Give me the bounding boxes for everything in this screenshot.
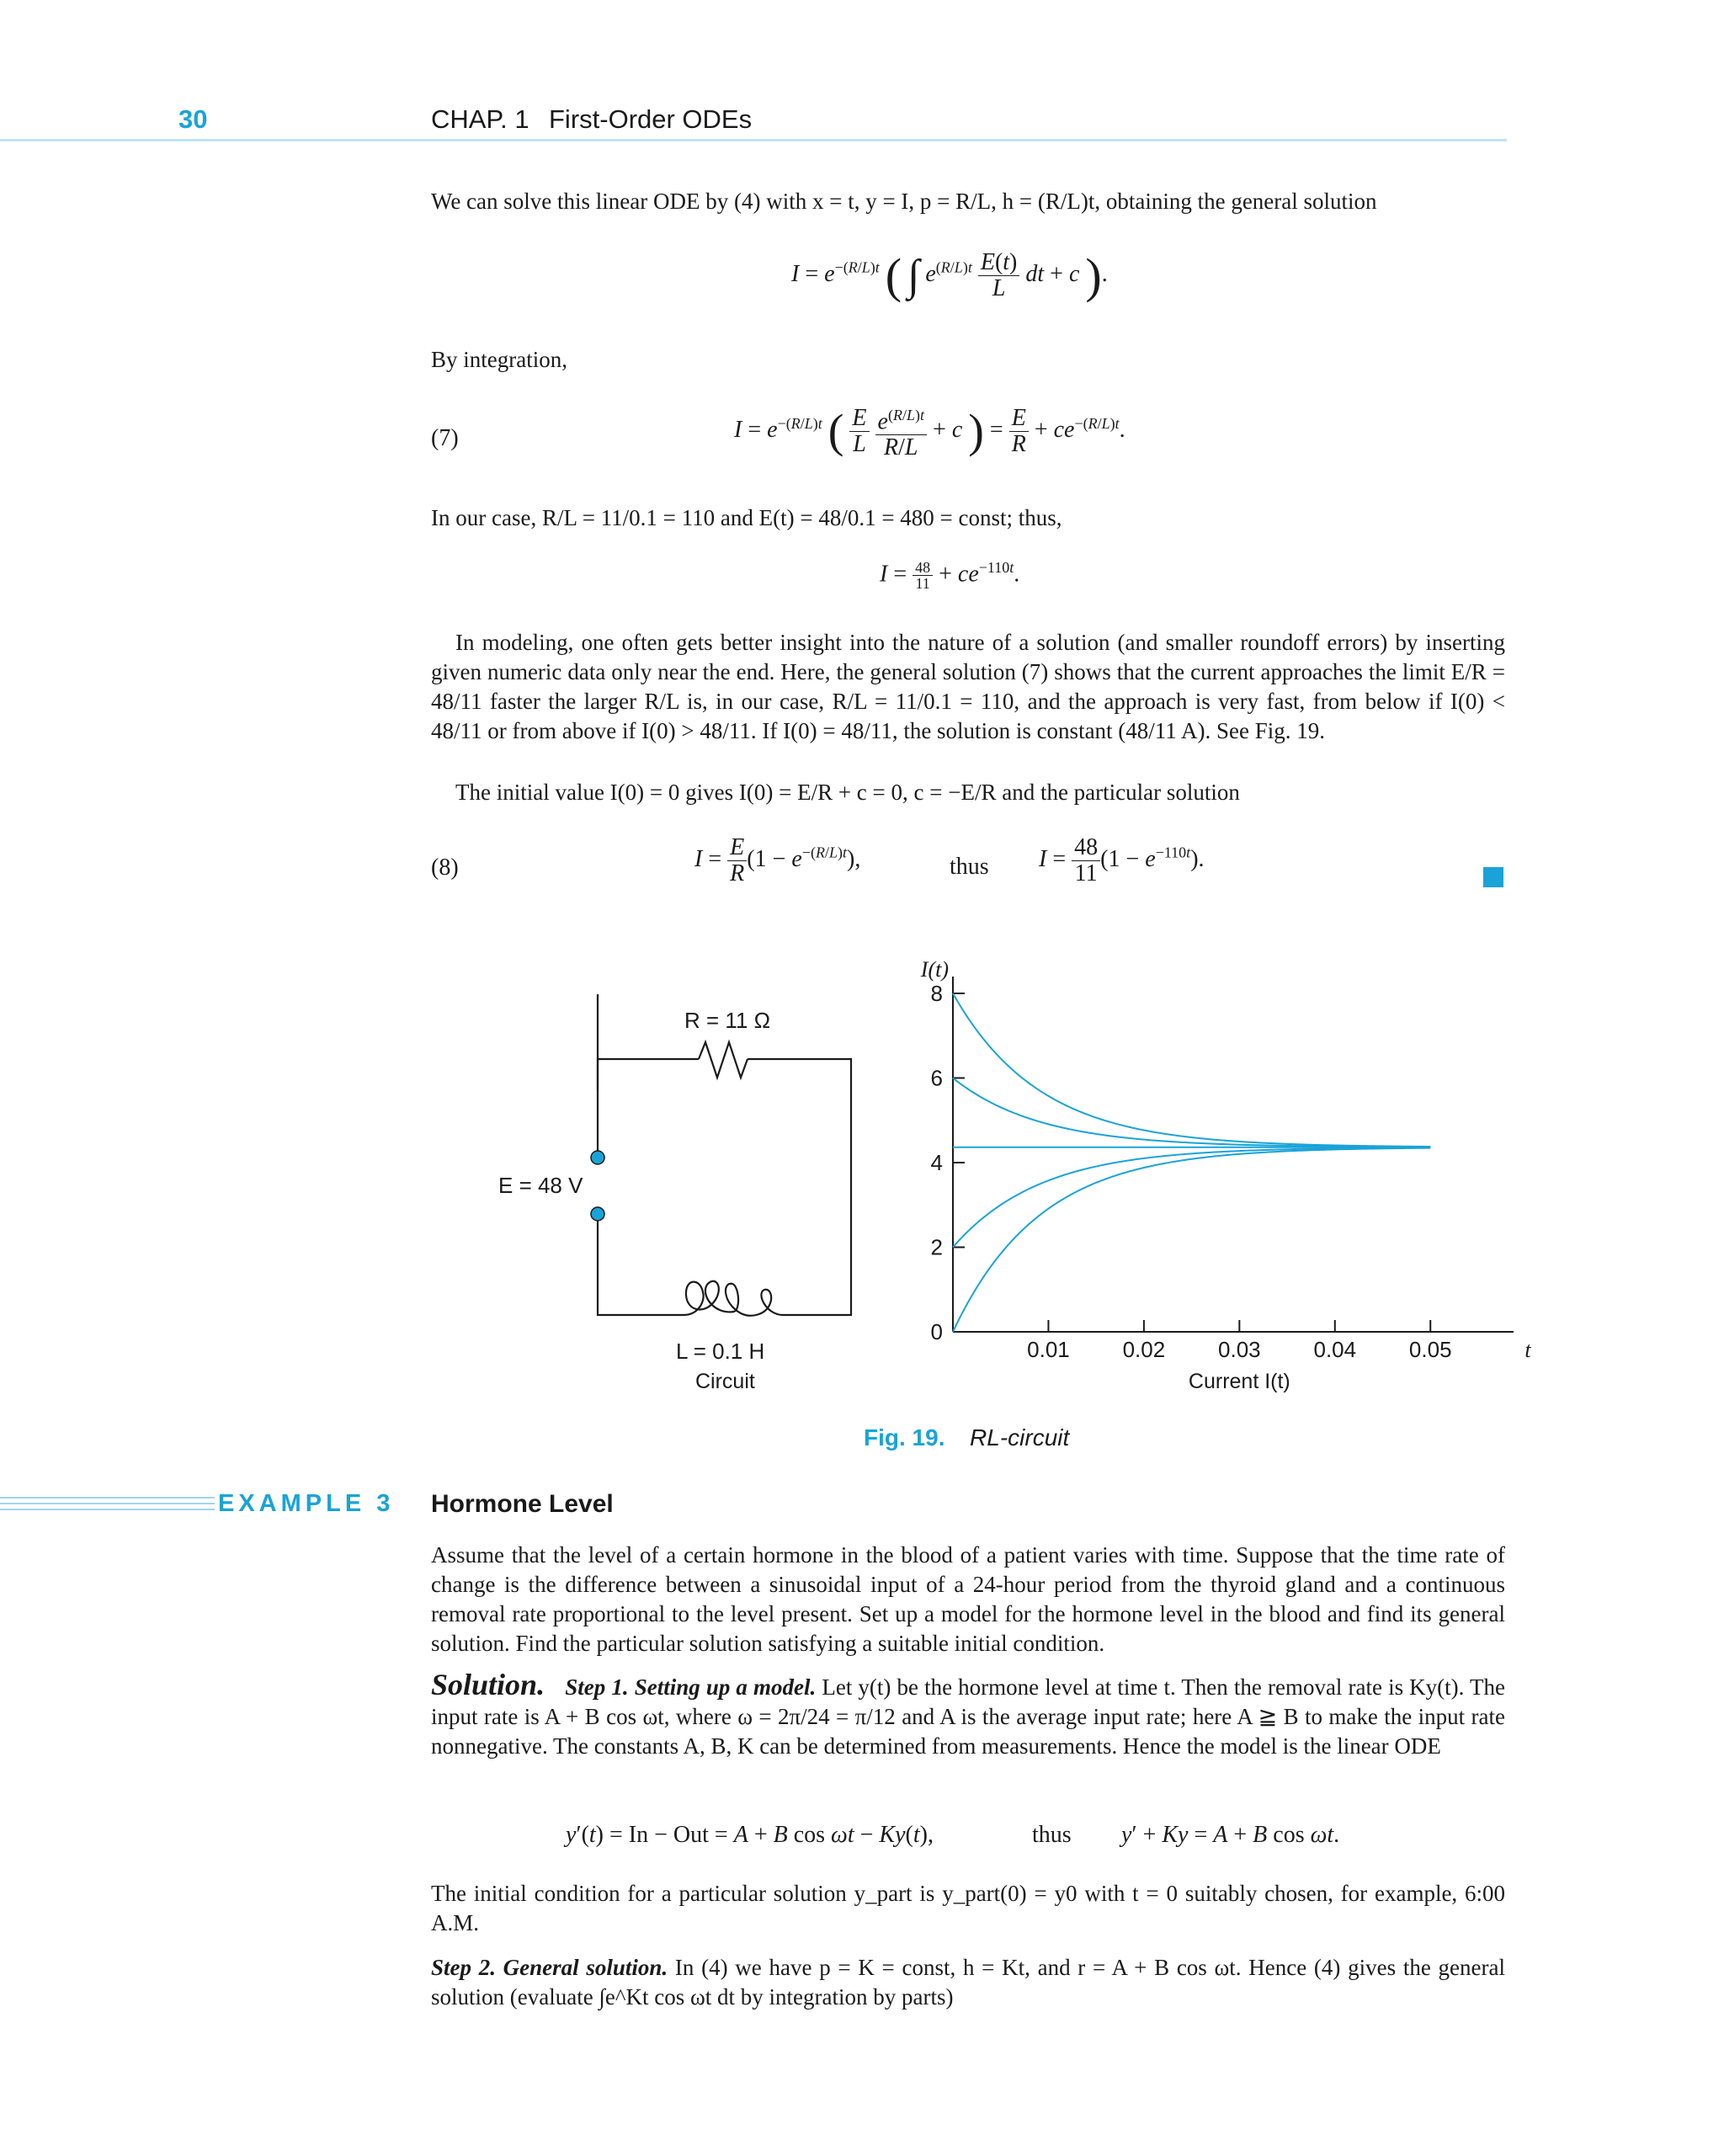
step2-text: In (4) we have p = K = const, h = Kt, and r = A + B cos ωt. Hence (4) gives the general solution (evaluate ∫e^Kt cos ωt dt by integration by parts): [431, 1955, 1505, 2010]
x-axis-label: Current I(t): [1188, 1370, 1290, 1393]
y-axis-label: I(t): [920, 957, 949, 982]
circuit-top-wire: [598, 1059, 699, 1158]
page-number: 30: [178, 104, 208, 134]
case-paragraph: In our case, R/L = 11/0.1 = 110 and E(t) = 48/0.1 = 480 = const; thus,: [431, 505, 1062, 530]
terminal-top-icon: [591, 1151, 604, 1164]
modeling-paragraph: In modeling, one often gets better insight into the nature of a solution (and smaller roundoff errors) by inserting given numeric data only near the end. Here, the general solution (7) shows that the current approaches the limit E/R = 48/11 faster the larger R/L is, in our case, R/L = 11/0.1 = 110, and the approach is very fast, from below if I(0) < 48/11 or from above if I(0) > 48/11. If I(0) = 48/11, the solution is constant (48/11 A). See Fig. 19.: [431, 630, 1505, 743]
circuit-bottom-left-wire: [598, 1214, 684, 1315]
solution-curve: [953, 1148, 1430, 1332]
example-title: Hormone Level: [431, 1490, 614, 1518]
model-ode-thus: thus: [1032, 1822, 1072, 1848]
example-problem: Assume that the level of a certain hormone in the blood of a patient varies with time. Suppose that the time rate of change is the difference between a sinusoidal input of a 24-hour period from the thyroid gland and a continuous removal rate proportional to the level present. Set up a model for the hormone level in the blood and find its general solution. Find the particular solution satisfying a suitable initial condition.: [431, 1542, 1505, 1656]
chapter-title: First-Order ODEs: [549, 104, 753, 134]
x-tick-label: 0.05: [1408, 1337, 1452, 1362]
equation-8-thus: thus: [950, 854, 989, 880]
inductor-label: L = 0.1 H: [676, 1339, 765, 1364]
y-tick-label: 0: [930, 1319, 943, 1344]
equation-8-right: I = $\frac{48}{11}$ $(1 - e^{-110t})$.: [1039, 834, 1205, 886]
initial-value-paragraph: The initial value I(0) = 0 gives I(0) = E/R + c = 0, c = −E/R and the particular solution: [455, 780, 1240, 805]
end-of-example-square: [1483, 867, 1503, 887]
current-chart: [892, 943, 1531, 1414]
solution-step1: [431, 1670, 1505, 1761]
integration-label: By integration,: [431, 347, 567, 372]
y-tick-label: 2: [930, 1234, 943, 1260]
circuit-caption: Circuit: [695, 1370, 755, 1393]
solution-curve: [953, 993, 1430, 1147]
step1-label: Step 1. Setting up a model.: [565, 1674, 817, 1700]
chapter-label: CHAP. 1: [431, 104, 529, 134]
circuit-top-right-wire: [748, 1059, 851, 1315]
y-tick-label: 4: [930, 1150, 943, 1175]
general-solution-integral: $I = e^{-(R/L)t}$ ( ∫ $e^{(R/L)t}$ $\frac{E(t)}{L}$ dt + c ).: [791, 248, 1108, 303]
case-solution-equation: I = $\frac{48}{11}$ + $ce^{-110t}$.: [880, 559, 1020, 593]
equation-8-number: (8): [431, 854, 459, 881]
figure-caption-text: RL-circuit: [970, 1424, 1070, 1451]
example-label: EXAMPLE 3: [215, 1490, 397, 1518]
inductor-coil-icon: [684, 1281, 825, 1316]
solution-label: Solution.: [431, 1668, 545, 1701]
solution-curve: [953, 1147, 1430, 1247]
equation-8-left: I = $\frac{E}{R}$ $(1 - e^{-(R/L)t})$,: [694, 834, 861, 886]
intro-paragraph: We can solve this linear ODE by (4) with x = t, y = I, p = R/L, h = (R/L)t, obtaining the general solution: [431, 189, 1377, 214]
initial-condition-paragraph: The initial condition for a particular solution y_part is y_part(0) = y0 with t = 0 suitably chosen, for example, 6:00 A.M.: [431, 1881, 1505, 1935]
x-tick-label: 0.04: [1313, 1337, 1357, 1362]
figure-caption-number: Fig. 19.: [864, 1424, 945, 1451]
equation-7: $I = e^{-(R/L)t}$ ( $\frac{E}{L}$ $\frac{e^{(R/L)t}}{R/L}$ + c ) = $\frac{E}{R}$ + $ce^{-(R/L)t}$.: [734, 402, 1125, 460]
step2-label: Step 2. General solution.: [431, 1955, 668, 1980]
figure-caption: [864, 1424, 1069, 1451]
header-rule: [0, 139, 1507, 141]
step1-text: Let y(t) be the hormone level at time t. Then the removal rate is Ky(t). The input rate is A + B cos ωt, where ω = 2π/24 = π/12 and A is the average input rate; here A ≧ B to make the input rate nonnegative. The constants A, B, K can be determined from measurements. Hence the model is the linear ODE: [431, 1674, 1505, 1759]
x-tick-label: 0.02: [1122, 1337, 1166, 1362]
equation-7-number: (7): [431, 425, 459, 451]
y-tick-label: 6: [930, 1065, 943, 1091]
resistor-label: R = 11 Ω: [684, 1008, 771, 1033]
model-ode-left: y′(t) = In − Out = A + B cos ωt − Ky(t),: [566, 1822, 934, 1848]
model-ode-right: y′ + Ky = A + B cos ωt.: [1121, 1822, 1340, 1848]
step2-paragraph: [431, 1953, 1505, 2012]
resistor-zigzag-icon: [699, 1042, 748, 1078]
terminal-bottom-icon: [591, 1207, 604, 1221]
x-axis-end-label: t: [1524, 1338, 1531, 1362]
x-tick-label: 0.03: [1218, 1337, 1261, 1362]
x-tick-label: 0.01: [1027, 1337, 1070, 1362]
source-label: E = 48 V: [498, 1173, 583, 1198]
y-tick-label: 8: [930, 981, 943, 1006]
